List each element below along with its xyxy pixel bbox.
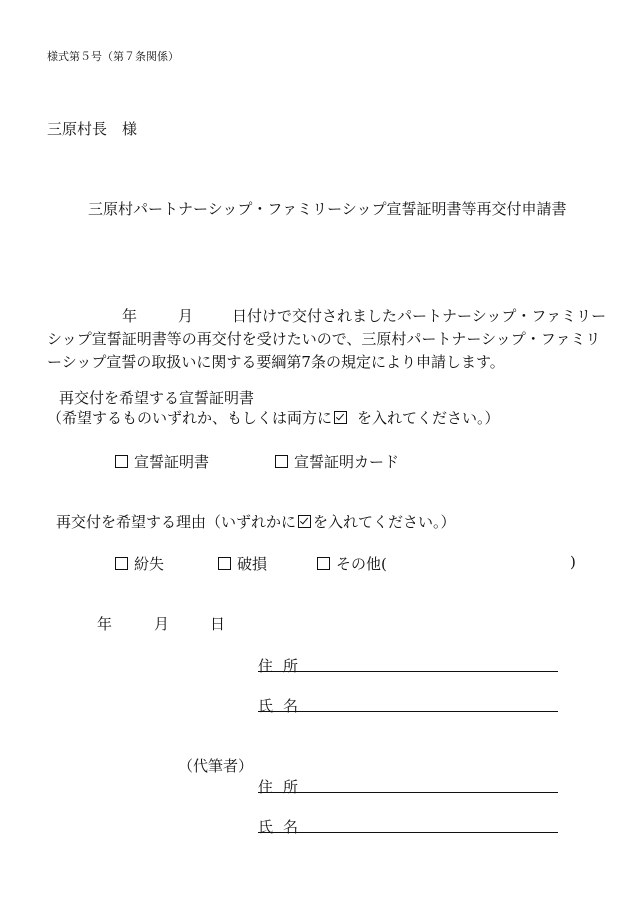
year-label: 年	[122, 307, 138, 325]
document-title: 三原村パートナーシップ・ファミリーシップ宣誓証明書等再交付申請書	[88, 200, 567, 218]
form-number: 様式第５号（第７条関係）	[47, 50, 179, 63]
date-day-label: 日	[210, 615, 226, 633]
addressee: 三原村長 様	[47, 120, 138, 138]
paragraph-line-1-text: 日付けで交付されましたパートナーシップ・ファミリー	[232, 307, 607, 325]
checkbox-certificate[interactable]	[115, 455, 128, 468]
date-month-label: 月	[154, 615, 170, 633]
option-lost[interactable]: 紛失	[115, 553, 164, 574]
request-note: （希望するものいずれか、もしくは両方に を入れてください。）	[47, 409, 500, 427]
option-damaged[interactable]: 破損	[218, 553, 267, 574]
checkbox-other[interactable]	[317, 557, 330, 570]
other-close-paren: )	[570, 553, 576, 571]
checkbox-damaged[interactable]	[218, 557, 231, 570]
proxy-address-field[interactable]	[258, 792, 558, 793]
option-other[interactable]: その他(	[317, 553, 387, 574]
paragraph-line-3: ーシップ宣誓の取扱いに関する要綱第7条の規定により申請します。	[47, 353, 505, 371]
applicant-address-field[interactable]	[258, 671, 558, 672]
applicant-address-label: 住所	[258, 657, 309, 675]
applicant-name-label: 氏名	[258, 697, 309, 715]
proxy-name-label: 氏名	[258, 818, 309, 836]
checkmark-icon	[334, 411, 347, 424]
request-heading: 再交付を希望する宣誓証明書	[59, 389, 255, 407]
date-year-label: 年	[97, 615, 113, 633]
checkbox-certificate-card[interactable]	[275, 455, 288, 468]
reason-heading: 再交付を希望する理由（いずれかに を入れてください。）	[56, 513, 456, 531]
applicant-name-field[interactable]	[258, 711, 558, 712]
checkmark-icon	[298, 515, 311, 528]
checkbox-lost[interactable]	[115, 557, 128, 570]
option-certificate-card[interactable]: 宣誓証明カード	[275, 451, 399, 472]
paragraph-line-1	[47, 305, 606, 328]
proxy-address-label: 住所	[258, 778, 309, 796]
proxy-label: （代筆者）	[178, 757, 254, 775]
paragraph-line-2: シップ宣誓証明書等の再交付を受けたいので、三原村パートナーシップ・ファミリ	[47, 330, 601, 348]
proxy-name-field[interactable]	[258, 832, 558, 833]
option-certificate[interactable]: 宣誓証明書	[115, 451, 209, 472]
application-paragraph	[47, 305, 606, 374]
month-label: 月	[178, 307, 194, 325]
